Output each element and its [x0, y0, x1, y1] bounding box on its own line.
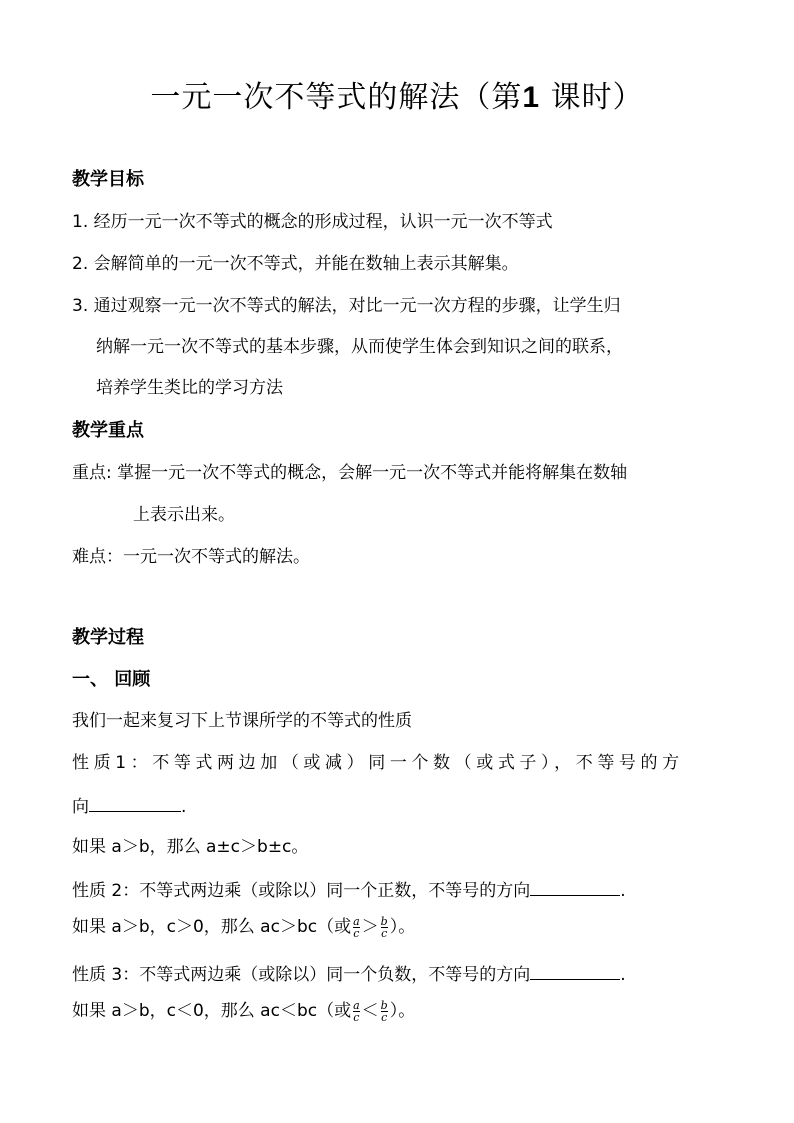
keypoints-heading: 教学重点: [72, 420, 144, 441]
fraction-denominator: c: [353, 1010, 360, 1024]
fraction-denominator: c: [353, 926, 360, 940]
fraction-a-over-c: [353, 916, 360, 939]
period: .: [620, 881, 626, 901]
fraction-numerator: a: [353, 998, 360, 1012]
fraction-a-over-c: [353, 1000, 360, 1023]
property-2-text: 性质 2：不等式两边乘（或除以）同一个正数，不等号的方向: [72, 881, 531, 901]
less-than-sign: ＜: [361, 1001, 379, 1021]
key-point-line-2: 上表示出来。: [133, 505, 235, 525]
example-close: ）。: [389, 917, 416, 937]
objective-item-3-line-1: 3. 通过观察一元一次不等式的解法，对比一元一次方程的步骤，让学生归: [72, 296, 621, 316]
section-review-heading: 一、 回顾: [72, 669, 151, 690]
fraction-denominator: c: [381, 926, 388, 940]
answer-blank-3[interactable]: [530, 961, 620, 980]
property-3-line: [72, 961, 626, 987]
fraction-numerator: b: [380, 998, 388, 1012]
property-1-tail: 向: [72, 797, 89, 817]
property-3-example-text: 如果 a＞b，c＜0，那么 ac＜bc（或: [72, 1001, 352, 1021]
objective-item-3-line-3: 培养学生类比的学习方法: [96, 378, 283, 398]
fraction-b-over-c: [381, 916, 388, 939]
answer-blank-2[interactable]: [530, 877, 620, 896]
title-text-pre: 一元一次不等式的解法（第: [150, 80, 523, 115]
property-3-example: [72, 999, 415, 1023]
objective-item-2: 2. 会解简单的一元一次不等式，并能在数轴上表示其解集。: [72, 254, 519, 274]
title-text-post: 课时）: [550, 80, 644, 115]
property-1-example: 如果 a＞b，那么 a±c＞b±c。: [72, 837, 309, 857]
answer-blank-1[interactable]: [89, 793, 181, 812]
objective-item-1: 1. 经历一元一次不等式的概念的形成过程，认识一元一次不等式: [72, 212, 553, 232]
property-1-line-2: [72, 793, 186, 819]
fraction-numerator: a: [353, 914, 360, 928]
objectives-heading: 教学目标: [72, 169, 144, 190]
property-2-example: [72, 915, 415, 939]
property-2-example-text: 如果 a＞b，c＞0，那么 ac＞bc（或: [72, 917, 352, 937]
period: .: [181, 797, 187, 817]
title-lesson-number: 1: [522, 81, 541, 114]
difficulty-line: 难点：一元一次不等式的解法。: [72, 547, 310, 567]
review-intro: 我们一起来复习下上节课所学的不等式的性质: [72, 711, 412, 731]
period: .: [620, 965, 626, 985]
page-title: [0, 78, 794, 118]
property-2-line: [72, 877, 626, 903]
process-heading: 教学过程: [72, 627, 144, 648]
fraction-denominator: c: [381, 1010, 388, 1024]
fraction-numerator: b: [380, 914, 388, 928]
objective-item-3-line-2: 纳解一元一次不等式的基本步骤，从而使学生体会到知识之间的联系，: [96, 337, 623, 357]
property-3-text: 性质 3：不等式两边乘（或除以）同一个负数，不等号的方向: [72, 965, 531, 985]
example-close: ）。: [389, 1001, 416, 1021]
property-1-line-1: 性质1：不等式两边加（或减）同一个数（或式子），不等号的方: [72, 753, 684, 773]
key-point-line-1: 重点: 掌握一元一次不等式的概念，会解一元一次不等式并能将解集在数轴: [72, 463, 628, 483]
fraction-b-over-c: [381, 1000, 388, 1023]
greater-than-sign: ＞: [361, 917, 379, 937]
